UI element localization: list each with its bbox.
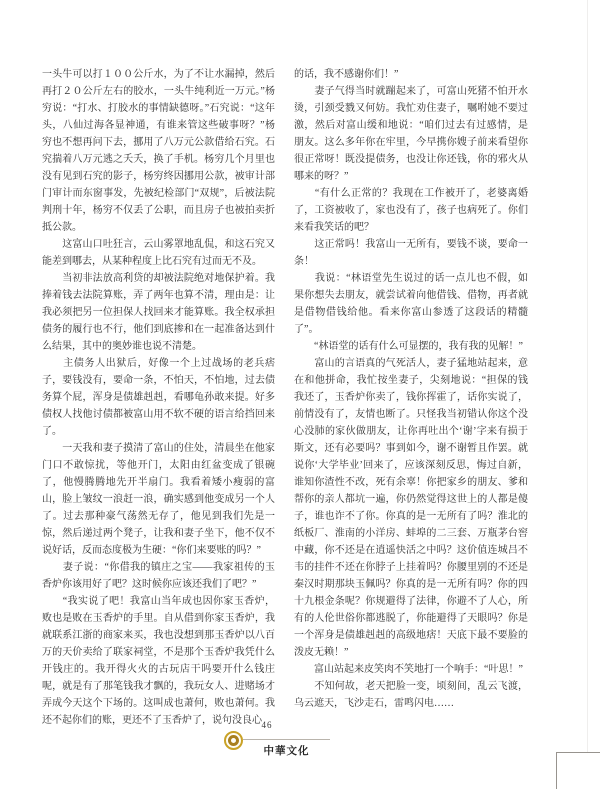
paragraph: 富山站起来皮笑肉不笑地打一个响手：“叶思！” [294, 664, 523, 675]
paragraph: 的话，我不感谢你们！” [294, 69, 399, 80]
paragraph: “林语堂的话有什么可显摆的，我有我的见解！” [294, 341, 523, 352]
page-number: 46 [261, 720, 273, 730]
paragraph: 当初非法放高利贷的却被法院绝对地保护着。我捧着钱去法院算账，弄了两年也算不清，理由是：让我必须把另一位担保人找回来才能算账。我全权承担债务的履行也不行，他们到底掺和在一起准备达到什么结果，其中的奥妙谁也说不清楚。 [42, 273, 275, 352]
paragraph: 一头牛可以打１００公斤水，为了不让水漏掉，然后再打２０公斤左右的胶水，一头牛纯利近一万元。”杨穷说：“打水、打胶水的事情缺德呀。”石究说：“这年头，八仙过海各显神通，有谁来管这些破事呀？”杨穷也不想再问下去，挪用了八万元公款借给石究。石究揣着八万元逃之夭夭，换了手机。杨穷几个月里也没有见到石究的影子，杨穷终因挪用公款，被审计部门审计而东窗事发，先被纪检部门“双规”，后被法院判刑十年，杨穷不仅丢了公职，而且房子也被拍卖折抵公款。 [42, 69, 275, 233]
publisher-logo-inner-ring [228, 735, 239, 746]
imprint-text: 中華文化 [263, 746, 310, 757]
paragraph: 一天我和妻子摸清了富山的住处，清晨坐在他家门口不敢惊扰，等他开门，太阳由红盆变成了银碗了，他慢腾腾地先开半扇门。我看着矮小瘦弱的富山，脸上皱纹一浪赶一浪，确实感到他变成另一个人了。过去那种豪气荡然无存了，他见到我们先是一惊，然后递过两个凳子，让我和妻子坐下，他不仅不说好话，反而态度极为生硬：“你们来要账的吗？” [42, 443, 275, 556]
paragraph: 妻子说：“你借我的镇庄之宝——我家祖传的玉香炉你该用好了吧？这时候你应该还我们了吧？” [42, 562, 275, 590]
paragraph: 富山的言语真的气死活人，妻子猛地站起来，意在和他拼命，我忙按坐妻子，尖刻地说：“担保的钱我还了，玉香炉你卖了，钱你挥霍了，话你实说了，前情没有了，友情也断了。只怪我当初错认你这个没心没肺的家伙做朋友，让你再吐出个‘谢’字来有损于斯文，还有必要吗？事到如今，谢不谢暂且作罢。就说你‘大学毕业’回来了，应该深刻反思，悔过自新，谁知你渣性不改，死有余辜！你把家乡的朋友、爹和帮你的亲人都坑一遍，你仍然觉得这世上的人都是傻子，谁也诈不了你。你真的是一无所有了吗？淮北的纸板厂、淮南的小洋房、蚌埠的二三套、万瓶茅台窖中藏，你不还是在逍遥快活之中吗？这价值连城吕不韦的挂件不还在你脖子上挂着吗？你腰里别的不还是秦汉时期那块玉佩吗？你真的是一无所有吗？你的四十九根金条呢？你规避得了法律，你避不了人心，所有的人伦世俗你都逃脱了，你能避得了天眼吗？你是一个浑身是债雄赳赳的高级地痞！天底下最不要脸的泼皮无赖！” [294, 358, 528, 658]
text-column-left [42, 66, 275, 729]
paragraph: 这富山口吐狂言，云山雾罩地乱侃，和这石究又能差到哪去，从某种程度上比石究有过而无不及。 [42, 239, 275, 267]
paragraph: “有什么正常的？我现在工作被开了，老婆离婚了，工资被收了，家也没有了，孩子也病死了。你们来看我笑话的吧？ [294, 188, 528, 233]
paragraph: “我实说了吧！我富山当年成也因你家玉香炉，败也是败在玉香炉的手里。自从借到你家玉香炉，我就联系江浙的商家来买，我也没想到那玉香炉以八百万的天价卖给了联家祠堂，不是那个玉香炉我凭什么开钱庄的。我开得火火的古玩店干吗要开什么钱庄呢，就是有了那笔钱我才飘的，我玩女人、进赌场才弄成今天这个下场的。这叫成也萧何，败也萧何。我还不起你们的账，更还不了玉香炉了，说句没良心 [42, 596, 275, 726]
paragraph: 我说：“林语堂先生说过的话一点儿也不假，如果你想失去朋友，就尝试着向他借钱、借物，再者就是借物借钱给他。看来你富山参透了这段话的精髓了”。 [294, 273, 528, 335]
paragraph: 不知何故，老天把脸一变，顷刻间，乱云飞渡，乌云遮天，飞沙走石，雷鸣闪电…… [294, 681, 528, 709]
text-column-right [294, 66, 528, 712]
paragraph: 这正常吗！我富山一无所有，要钱不谈，要命一条！ [294, 239, 528, 267]
footer-rule [243, 739, 330, 740]
paragraph: 主债务人出狱后，好像一个上过战场的老兵痞子，要钱没有，要命一条，不怕天，不怕地，过去债务算个屁，浑身是债雄赳赳，看哪龟孙敢来提。好多债权人找他讨债都被富山用不软不硬的语言给挡回来了。 [42, 358, 275, 437]
publisher-logo-icon [224, 731, 243, 750]
scan-corner-box [556, 752, 600, 789]
scan-edge-line [587, 0, 588, 753]
paragraph: 妻子气得当时就蹦起来了，可富山死猪不怕开水烫，引颈受戮又何妨。我忙劝住妻子，嘱咐她不要过激，然后对富山缓和地说：“咱们过去有过感情，是朋友。这么多年你在牢里，今早携你嫂子前来看望你很正常呀！既没提债务，也没让你还钱，你的邪火从哪来的呀？” [294, 86, 528, 182]
